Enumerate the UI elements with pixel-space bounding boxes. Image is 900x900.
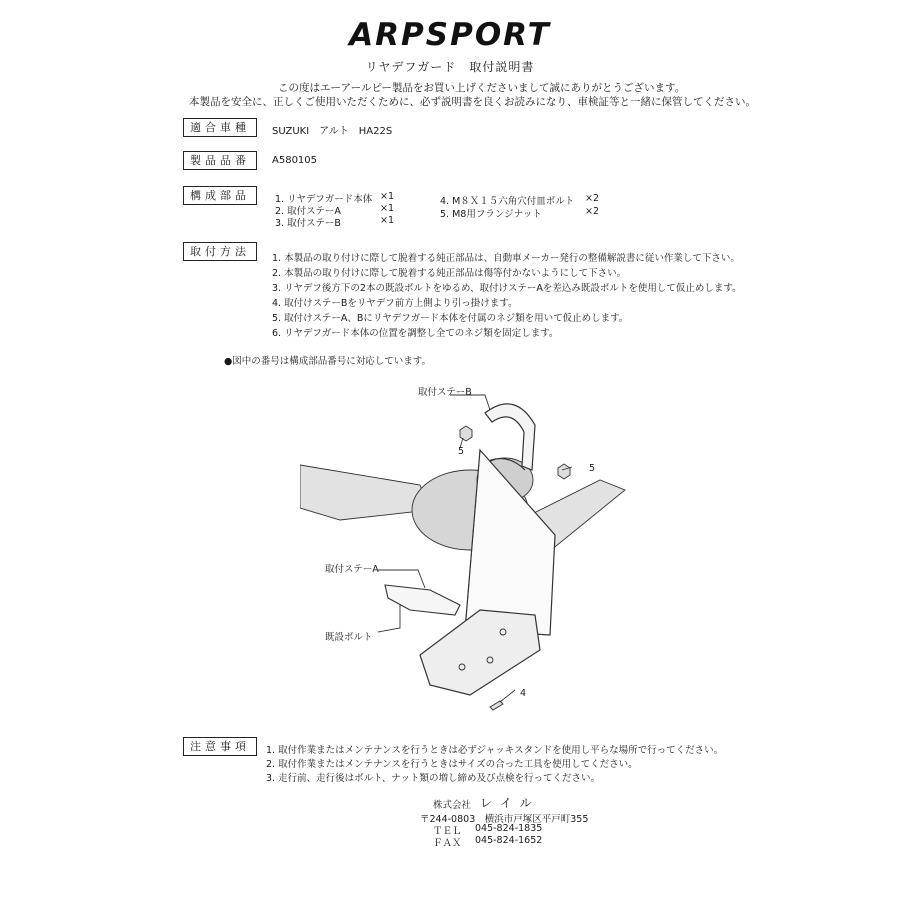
method-step: 5. 取付けステーA、Bにリヤデフガード本体を付属のネジ類を用いて仮止めします。 [272,313,629,324]
part-qty: ×1 [380,215,395,226]
part-name: 2. 取付ステーA [275,206,341,217]
nut-left-shape [460,426,472,441]
part-qty: ×2 [585,206,600,217]
fax-number: 045-824-1652 [475,835,543,846]
part-name: 4. M８Ｘ１５六角穴付皿ボルト [440,196,575,207]
stay-a-shape [385,585,460,615]
part-qty: ×1 [380,203,395,214]
document-title: リヤデフガード 取付説明書 [365,60,535,74]
vehicle-label: 適合車種 [183,118,257,137]
bolt-shape [490,701,503,710]
label-part-4: 4 [520,688,527,699]
part-name: 3. 取付ステーB [275,218,341,229]
figure-note: ●図中の番号は構成部品番号に対応しています。 [224,356,432,367]
intro-line-1: この度はエーアールピー製品をお買い上げくださいまして誠にありがとうございます。 [278,82,686,94]
method-step: 2. 本製品の取り付けに際して脱着する純正部品は傷等付かないようにして下さい。 [272,268,627,279]
product-no-value: A580105 [272,155,318,166]
product-no-label: 製品品番 [183,151,257,170]
axle-shaft-left [300,465,430,520]
method-step: 6. リヤデフガード本体の位置を調整し全てのネジ類を固定します。 [272,328,559,339]
caution-item: 2. 取付作業またはメンテナンスを行うときはサイズの合った工具を使用してください。 [266,759,638,770]
label-part-5-right: 5 [589,463,596,474]
tel-number: 045-824-1835 [475,823,543,834]
vehicle-value: SUZUKI アルト HA22S [272,126,393,137]
intro-line-2: 本製品を安全に、正しくご使用いただくために、必ず説明書を良くお読みになり、車検証等と一緒に保管してください。 [189,96,756,108]
tel-label: ＴＥＬ [433,826,462,837]
caution-label: 注意事項 [183,737,257,756]
installation-diagram [300,370,630,730]
label-existing-bolt: 既設ボルト [325,632,373,643]
brand-logo: ARPSPORT [349,17,551,53]
parts-label: 構成部品 [183,186,257,205]
fax-label: ＦＡＸ [433,838,462,849]
company-name: レ イ ル [480,796,534,810]
part-name: 5. M8用フランジナット [440,209,542,220]
diagram-svg [300,370,630,730]
company-prefix: 株式会社 [433,800,472,811]
method-step: 1. 本製品の取り付けに際して脱着する純正部品は、自動車メーカー発行の整備解説書に従い作業して下さい。 [272,253,740,264]
label-stay-a: 取付ステーA [325,564,379,575]
label-part-5-left: 5 [458,446,465,457]
label-stay-b: 取付ステーB [418,387,472,398]
method-step: 4. 取付けステーBをリヤデフ前方上側より引っ掛けます。 [272,298,518,309]
skid-plate-shape [420,610,540,695]
method-label: 取付方法 [183,242,257,261]
part-qty: ×2 [585,193,600,204]
nut-right-shape [558,464,570,479]
method-step: 3. リヤデフ後方下の2本の既設ボルトをゆるめ、取付けステーAを差込み既設ボルトを使用して仮止めします。 [272,283,742,294]
caution-item: 1. 取付作業またはメンテナンスを行うときは必ずジャッキスタンドを使用し平らな場所で行ってください。 [266,745,724,756]
part-name: 1. リヤデフガード本体 [275,194,373,205]
part-qty: ×1 [380,191,395,202]
company-address: 〒244-0803 横浜市戸塚区平戸町355 [420,814,589,825]
caution-item: 3. 走行前、走行後はボルト、ナット類の増し締め及び点検を行ってください。 [266,773,601,784]
